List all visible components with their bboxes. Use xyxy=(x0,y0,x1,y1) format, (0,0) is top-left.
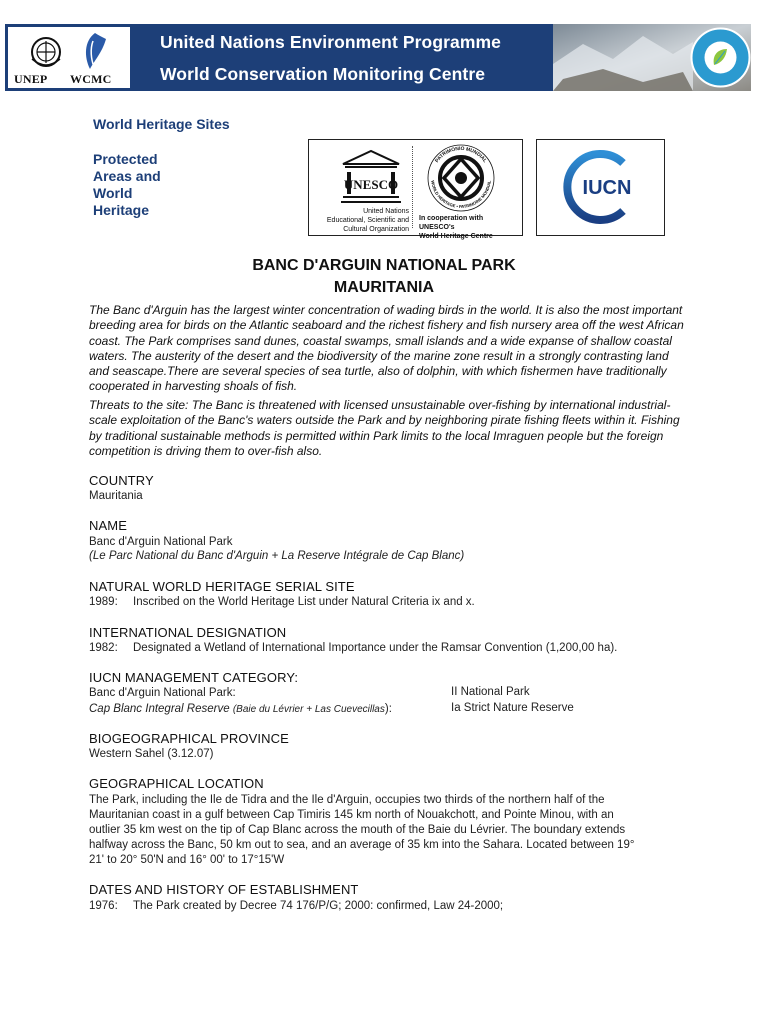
banner-title-unep: United Nations Environment Programme xyxy=(160,32,502,52)
geo-location-line: outlier 35 km west on the tip of Cap Blanc across the mouth of the Baie du Lévrier. The boundary extends xyxy=(89,824,626,836)
protected-line: World xyxy=(93,185,133,201)
logo-divider xyxy=(412,146,413,228)
intro-paragraph: The Banc d'Arguin has the largest winter concentration of wading birds in the world. It is also the most important breeding area for birds on the Atlantic seaboard and the richest fishery and fish nursery area off the west African coast. The Park comprises sand dunes, coastal swamps, small islands and a wide expanse of shallow coastal waters. The austerity of the desert and the biodiversity of the marine zone result in a strongly contrasting land and seascape.There are several species of sea turtle, also of dolphin, with which fishermen have traditionally cooperated in harvesting shoals of fish. xyxy=(89,303,684,394)
unep-logo-text: UNEP xyxy=(14,72,48,86)
name-value: Banc d'Arguin National Park xyxy=(89,536,233,548)
iucn-row1-category: II National Park xyxy=(451,686,530,698)
whc-caption-line: In cooperation with UNESCO's xyxy=(419,215,484,231)
unesco-logo-box xyxy=(308,139,523,240)
world-heritage-sites-title: World Heritage Sites xyxy=(93,116,230,132)
serial-site-year: 1989: xyxy=(89,596,118,608)
wcmc-emblem-icon xyxy=(80,31,110,73)
intl-designation-heading: INTERNATIONAL DESIGNATION xyxy=(89,625,287,640)
geo-location-line: The Park, including the Ile de Tidra and the Ile d'Arguin, occupies two thirds of the northern half of the xyxy=(89,794,605,806)
serial-site-text: Inscribed on the World Heritage List under Natural Criteria ix and x. xyxy=(133,596,475,608)
unesco-caption-line: United Nations xyxy=(363,208,409,215)
iucn-word: IUCN xyxy=(582,177,632,199)
intl-designation-entry xyxy=(89,641,669,656)
whc-ring-bottom: WORLD HERITAGE • PATRIMOINE MONDIAL xyxy=(430,180,492,210)
dates-heading: DATES AND HISTORY OF ESTABLISHMENT xyxy=(89,882,359,897)
geo-location-heading: GEOGRAPHICAL LOCATION xyxy=(89,776,264,791)
unesco-caption-line: Cultural Organization xyxy=(343,226,409,233)
iucn-category-heading: IUCN MANAGEMENT CATEGORY: xyxy=(89,670,299,685)
dates-text: The Park created by Decree 74 176/P/G; 2000: confirmed, Law 24-2000; xyxy=(133,900,504,912)
protected-line: Heritage xyxy=(93,202,150,218)
protected-areas-title xyxy=(93,151,213,219)
iucn-row1-name: Banc d'Arguin National Park: xyxy=(89,687,236,699)
world-heritage-emblem-icon xyxy=(425,144,497,212)
header-banner xyxy=(5,24,751,91)
whc-ring-top: PATRIMONIO MUNDIAL xyxy=(434,145,488,164)
park-title: BANC D'ARGUIN NATIONAL PARK xyxy=(252,257,516,274)
threats-paragraph: Threats to the site: The Banc is threatened with licensed unsustainable over-fishing by international industrial-scale exploitation of the Banc's waters outside the Park and by neighboring pirate fishing fleets within it. Fishing by traditional sustainable methods is permitted within Park limits to the local Imraguen people but the foreign competition is driving them to over-fish also. xyxy=(89,398,680,458)
intl-designation-year: 1982: xyxy=(89,642,118,654)
whc-caption-line: World Heritage Centre xyxy=(419,233,493,240)
geo-location-line: halfway across the Banc, 50 km out to sea, and an average of 35 km into the Sahara. Located between 19° xyxy=(89,839,635,851)
whc-caption xyxy=(419,214,519,241)
unesco-caption xyxy=(311,207,409,234)
iucn-logo-icon xyxy=(561,149,639,225)
iucn-row2-subtitle: (Baie du Lévrier + Las Cuevecillas xyxy=(232,704,385,715)
protected-line: Protected xyxy=(93,151,158,167)
conservation-commons-icon xyxy=(690,27,751,88)
unesco-word: UNESCO xyxy=(343,177,399,192)
protected-line: Areas and xyxy=(93,168,161,184)
unesco-caption-line: Educational, Scientific and xyxy=(326,217,409,224)
country-title: MAURITANIA xyxy=(333,279,435,296)
biogeo-value: Western Sahel (3.12.07) xyxy=(89,748,214,760)
geo-location-line: Mauritanian coast in a gulf between Cap Timiris 145 km north of Nouakchott, and Pointe Minou, with an xyxy=(89,809,614,821)
banner-title-wcmc: World Conservation Monitoring Centre xyxy=(160,64,486,84)
serial-site-entry xyxy=(89,595,669,610)
wcmc-logo-text: WCMC xyxy=(70,72,112,86)
unep-emblem-icon xyxy=(26,35,66,71)
iucn-logo-box xyxy=(536,139,665,236)
geo-location-line: 21' to 20° 50'N and 16° 00' to 17°15'W xyxy=(89,854,285,866)
name-heading: NAME xyxy=(89,518,127,533)
iucn-row2-title: Cap Blanc Integral Reserve xyxy=(89,703,230,715)
partner-logos xyxy=(8,27,130,88)
iucn-row2-end: ): xyxy=(384,703,392,715)
country-value: Mauritania xyxy=(89,490,143,502)
dates-year: 1976: xyxy=(89,900,118,912)
country-heading: COUNTRY xyxy=(89,473,154,488)
iucn-row2-category: Ia Strict Nature Reserve xyxy=(451,702,574,714)
unesco-temple-icon xyxy=(339,148,403,206)
biogeo-heading: BIOGEOGRAPHICAL PROVINCE xyxy=(89,731,289,746)
dates-entry xyxy=(89,899,669,914)
serial-site-heading: NATURAL WORLD HERITAGE SERIAL SITE xyxy=(89,579,355,594)
name-alternate: (Le Parc National du Banc d'Arguin + La Reserve Intégrale de Cap Blanc) xyxy=(89,550,465,562)
iucn-row2-name xyxy=(89,702,669,717)
intl-designation-text: Designated a Wetland of International Importance under the Ramsar Convention (1,200,00 ha). xyxy=(133,642,618,654)
